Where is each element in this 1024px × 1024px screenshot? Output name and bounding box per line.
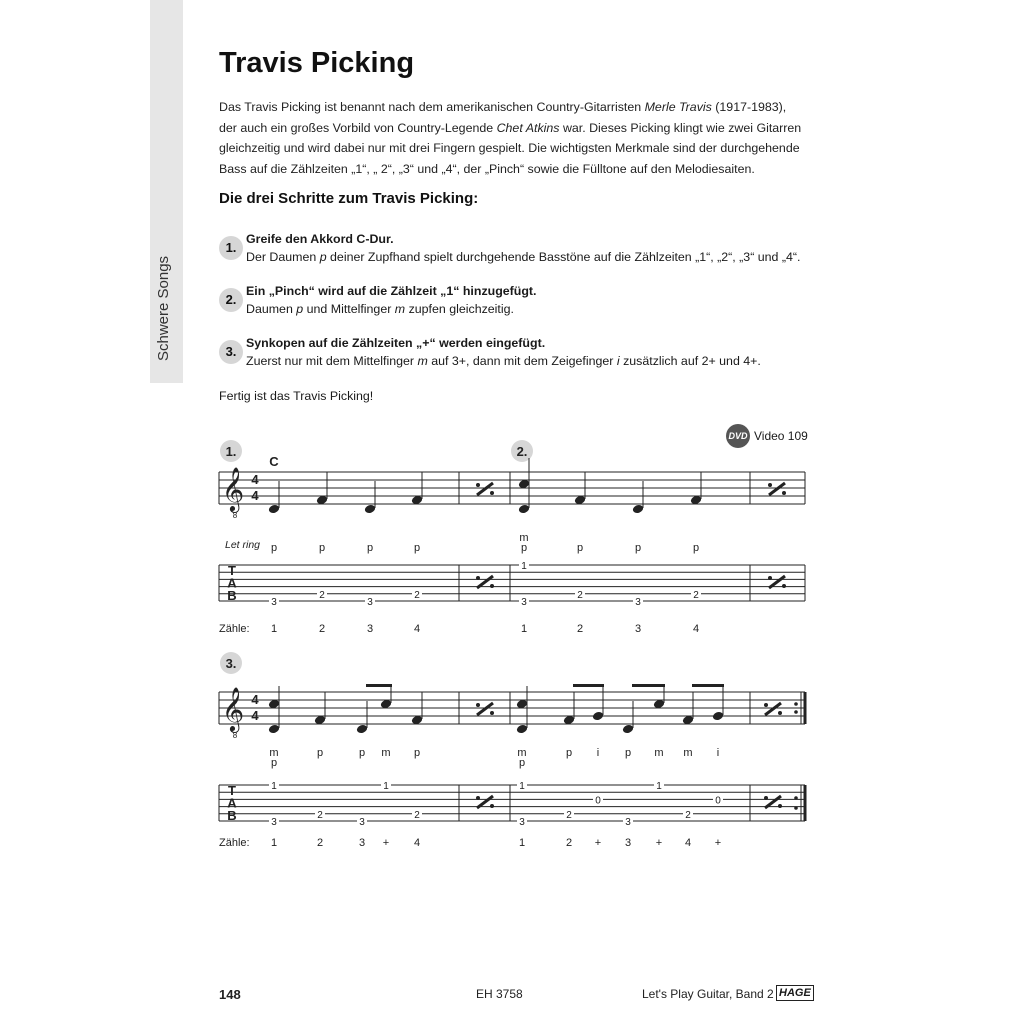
count-value: 3 <box>358 837 366 849</box>
text-run: Bass auf die Zählzeiten „1“, „ 2“, „3“ und „4“, der „Pinch“ sowie die Fülltone auf den Melodiesaiten. <box>219 161 755 176</box>
italic-term: i <box>616 354 620 368</box>
tab-number: 3 <box>519 817 525 828</box>
tab-letter: B <box>227 807 237 823</box>
text-run: zupfen gleichzeitig. <box>405 302 514 316</box>
bass-note <box>518 504 530 515</box>
finger-bottom: p <box>518 757 526 769</box>
finger-bottom: m <box>683 747 693 759</box>
repeat-measure-sign-dot <box>782 584 786 588</box>
count-label: Zähle: <box>219 623 250 635</box>
text-run: zusätzlich auf 2+ und 4+. <box>619 354 761 368</box>
finger-bottom: p <box>520 542 528 554</box>
finger-bottom: p <box>316 747 324 759</box>
count-value: 4 <box>413 623 421 635</box>
finger-top: m <box>381 747 391 759</box>
repeat-measure-sign-dot <box>778 711 782 715</box>
finger-top: m <box>517 747 527 759</box>
step-number-badge: 3. <box>219 340 243 364</box>
finger-top: m <box>519 532 529 544</box>
italic-term: Merle Travis <box>644 100 712 114</box>
tab-number: 2 <box>577 589 583 601</box>
finger-bottom: p <box>576 542 584 554</box>
beam <box>632 684 665 687</box>
repeat-measure-sign-dot <box>476 483 480 487</box>
text-run: der auch ein großes Vorbild von Country-Legende <box>219 120 497 135</box>
tab-number: 1 <box>271 781 277 792</box>
italic-term: Chet Atkins <box>496 120 560 135</box>
tab-number: 2 <box>414 809 420 821</box>
bass-note <box>622 724 634 735</box>
repeat-measure-sign-dot <box>764 703 768 707</box>
count-value: + <box>594 837 602 849</box>
page-title: Travis Picking <box>219 47 415 79</box>
repeat-measure-sign-dot <box>778 804 782 808</box>
beam <box>692 684 724 687</box>
count-value: 1 <box>270 623 278 635</box>
repeat-measure-sign-dot <box>490 584 494 588</box>
count-value: + <box>714 837 722 849</box>
repeat-measure-sign-dot <box>768 483 772 487</box>
finger-top: m <box>269 747 279 759</box>
count-value: 2 <box>565 837 573 849</box>
bass-note <box>516 724 528 735</box>
tab-number: 1 <box>521 561 527 572</box>
let-ring-label: Let ring <box>225 539 261 551</box>
text-run: Das Travis Picking ist benannt nach dem amerikanischen Country-Gitarristen <box>219 100 645 114</box>
bass-note <box>268 724 280 735</box>
tab-number: 2 <box>685 809 691 821</box>
finger-bottom: p <box>366 542 374 554</box>
tab-number: 0 <box>715 795 721 807</box>
system-number: 1. <box>225 444 237 459</box>
step-number-badge: 2. <box>219 288 243 312</box>
repeat-measure-sign-dot <box>476 703 480 707</box>
tab-number: 2 <box>319 589 325 601</box>
system-number: 3. <box>225 656 237 671</box>
video-label[interactable]: Video 109 <box>754 429 808 443</box>
italic-term: m <box>417 354 428 368</box>
tab-number: 3 <box>635 597 641 608</box>
count-value: 2 <box>318 623 326 635</box>
repeat-dot <box>794 796 798 800</box>
system-number: 2. <box>516 444 528 459</box>
closing-text: Fertig ist das Travis Picking! <box>219 389 374 403</box>
finger-bottom: p <box>565 747 573 759</box>
text-run: auf 3+, dann mit dem Zeigefinger <box>427 354 617 368</box>
count-value: 4 <box>692 623 700 635</box>
time-signature-bottom: 4 <box>251 488 259 503</box>
dvd-icon[interactable]: DVD <box>726 424 750 448</box>
tab-number: 2 <box>693 589 699 601</box>
step-heading: Greife den Akkord C-Dur. <box>246 232 394 246</box>
count-value: 4 <box>413 837 421 849</box>
tab-number: 3 <box>367 597 373 608</box>
text-run: war. Dieses Picking klingt wie zwei Gitarren <box>559 120 802 135</box>
melody-note <box>712 711 724 722</box>
tab-letter: T <box>228 563 236 578</box>
step-number-badge: 1. <box>219 236 243 260</box>
tab-letter: B <box>227 587 237 603</box>
tab-number: 2 <box>566 809 572 821</box>
bass-note <box>632 504 644 515</box>
treble-clef: 𝄞 <box>221 469 245 511</box>
text-run: Zuerst nur mit dem Mittelfinger <box>246 354 418 368</box>
finger-bottom: p <box>413 542 421 554</box>
chord-symbol: C <box>269 454 279 469</box>
count-value: 3 <box>366 623 374 635</box>
tab-number: 3 <box>521 597 527 608</box>
repeat-measure-sign-dot <box>782 491 786 495</box>
tab-number: 3 <box>359 817 365 828</box>
repeat-measure-sign-dot <box>476 576 480 580</box>
count-value: 2 <box>316 837 324 849</box>
repeat-measure-sign-dot <box>490 491 494 495</box>
step-heading: Ein „Pinch“ wird auf die Zählzeit „1“ hinzugefügt. <box>246 284 537 298</box>
count-value: 1 <box>270 837 278 849</box>
finger-bottom: p <box>634 542 642 554</box>
finger-top: m <box>654 747 664 759</box>
treble-clef: 𝄞 <box>221 689 245 731</box>
finger-bottom: p <box>318 542 326 554</box>
tab-number: 0 <box>595 795 601 807</box>
publisher-logo: HAGE <box>776 985 814 1001</box>
repeat-dot <box>794 710 798 714</box>
italic-term: m <box>394 302 406 316</box>
repeat-measure-sign-dot <box>764 796 768 800</box>
italic-term: p <box>296 302 304 316</box>
time-signature-top: 4 <box>251 692 259 707</box>
finger-bottom: p <box>413 747 421 759</box>
italic-term: p <box>319 250 327 264</box>
repeat-measure-sign-dot <box>476 796 480 800</box>
tab-letter: T <box>228 783 236 798</box>
sidebar-label: Schwere Songs <box>155 255 172 361</box>
bass-note <box>364 504 376 515</box>
count-value: 4 <box>684 837 692 849</box>
count-value: 3 <box>624 837 632 849</box>
step-heading: Synkopen auf die Zählzeiten „+“ werden eingefügt. <box>246 336 546 350</box>
text-run: gleichzeitig und wird dabei nur mit drei Fingern gespielt. Die wichtigsten Merkmale sind der durchgehende <box>219 141 800 155</box>
text-run: und Mittelfinger <box>303 302 395 316</box>
count-value: 1 <box>520 623 528 635</box>
finger-bottom: i <box>716 747 720 759</box>
tab-number: 3 <box>271 817 277 828</box>
count-value: 2 <box>576 623 584 635</box>
book-title: Let's Play Guitar, Band 2 <box>642 987 774 1001</box>
beam <box>366 684 392 687</box>
text-run: Der Daumen <box>246 250 320 264</box>
finger-bottom: p <box>624 747 632 759</box>
count-value: + <box>382 837 390 849</box>
octave-mark: 8 <box>232 511 238 520</box>
beam <box>573 684 604 687</box>
count-value: 3 <box>634 623 642 635</box>
tab-number: 2 <box>414 589 420 601</box>
repeat-measure-sign-dot <box>768 576 772 580</box>
bass-note <box>356 724 368 735</box>
finger-bottom: p <box>692 542 700 554</box>
page-number: 148 <box>219 987 241 1002</box>
time-signature-bottom: 4 <box>251 708 259 723</box>
tab-number: 1 <box>519 781 525 792</box>
finger-bottom: p <box>270 757 278 769</box>
tab-letter: A <box>227 575 237 591</box>
text-run: Daumen <box>246 302 297 316</box>
octave-mark: 8 <box>232 731 238 740</box>
count-label: Zähle: <box>219 837 250 849</box>
count-value: + <box>655 837 663 849</box>
bass-note <box>268 504 280 515</box>
repeat-measure-sign-dot <box>490 804 494 808</box>
time-signature-top: 4 <box>251 472 259 487</box>
count-value: 1 <box>518 837 526 849</box>
repeat-dot <box>794 806 798 810</box>
tab-number: 2 <box>317 809 323 821</box>
steps-heading: Die drei Schritte zum Travis Picking: <box>219 190 479 207</box>
tab-number: 1 <box>383 781 389 792</box>
finger-bottom: p <box>358 747 366 759</box>
text-run: deiner Zupfhand spielt durchgehende Basstöne auf die Zählzeiten „1“, „2“, „3“ und „4“. <box>326 250 801 264</box>
finger-bottom: i <box>596 747 600 759</box>
melody-note <box>592 711 604 722</box>
tab-number: 3 <box>625 817 631 828</box>
tab-number: 1 <box>656 781 662 792</box>
repeat-dot <box>794 702 798 706</box>
finger-bottom: p <box>270 542 278 554</box>
tab-number: 3 <box>271 597 277 608</box>
text-run: (1917-1983), <box>711 100 787 114</box>
repeat-measure-sign-dot <box>490 711 494 715</box>
edition-code: EH 3758 <box>476 987 523 1001</box>
tab-letter: A <box>227 795 237 811</box>
